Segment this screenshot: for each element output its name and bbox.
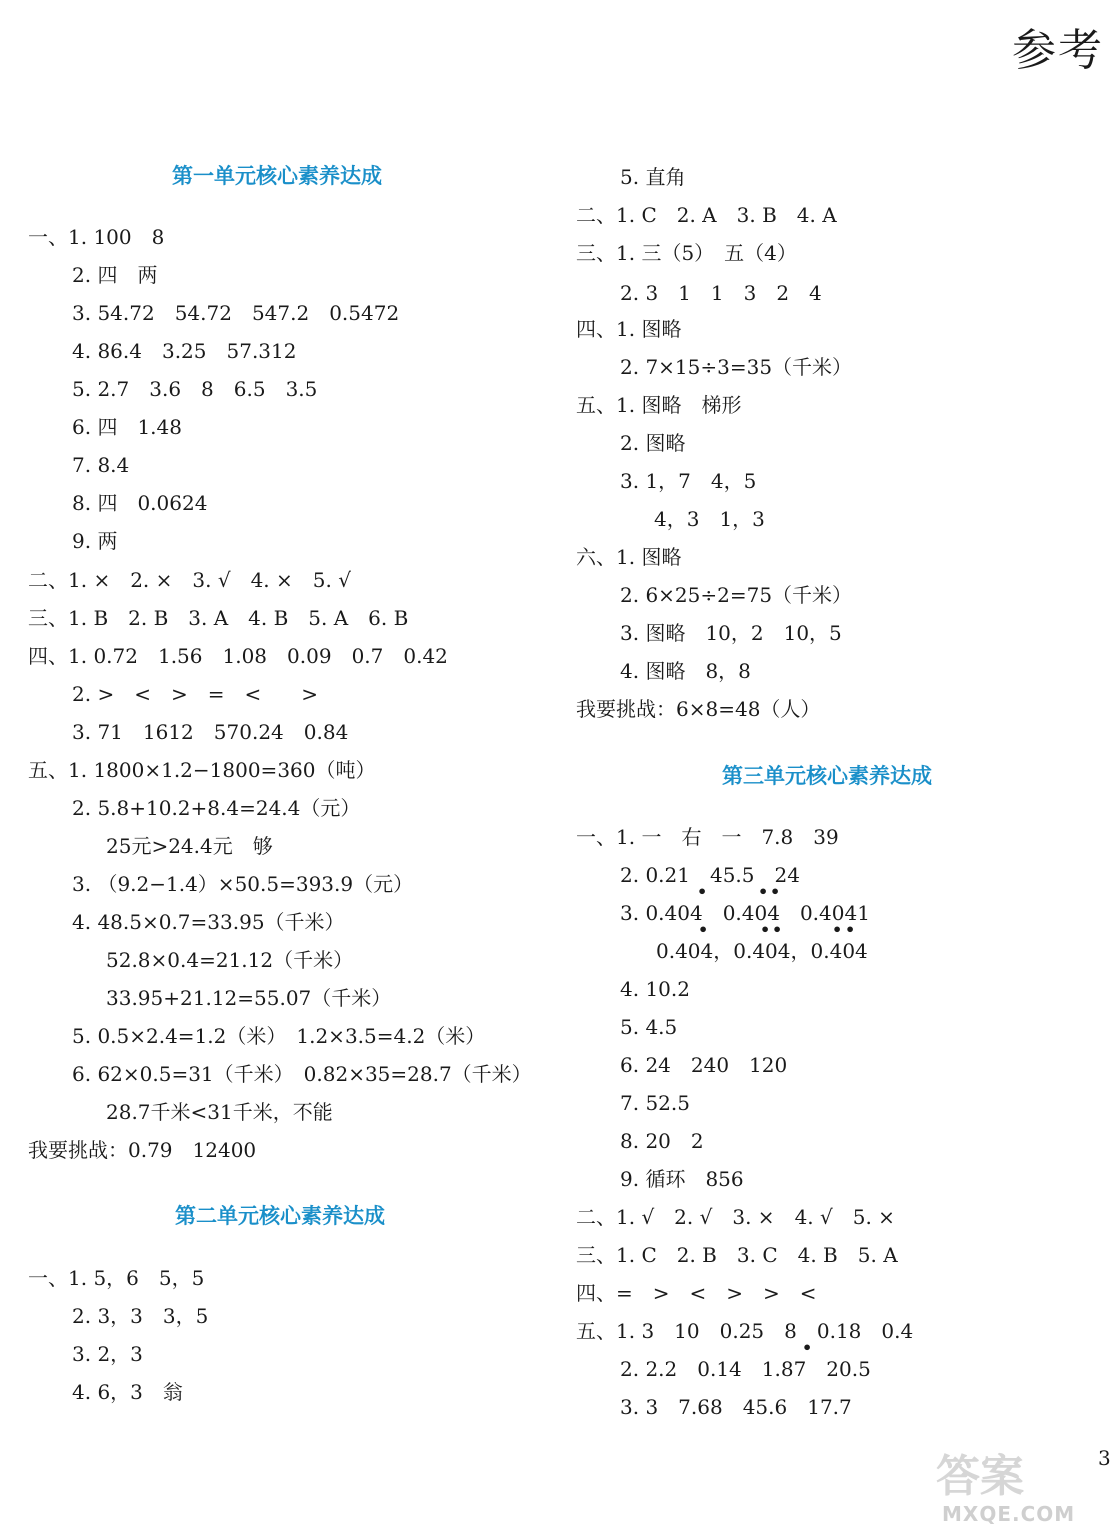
answer-line: 7. 52.5 — [620, 1091, 690, 1115]
answer-line: 0.404，0.404，0.404 — [656, 939, 868, 963]
answer-line: 6. 四 1.48 — [72, 415, 182, 439]
answer-line: 4. 48.5×0.7=33.95（千米） — [72, 910, 345, 934]
unit2-title: 第二单元核心素养达成 — [175, 1204, 385, 1228]
answer-line: 我要挑战：6×8=48（人） — [576, 697, 821, 721]
answer-line: 六、1. 图略 — [576, 545, 682, 569]
unit1-title: 第一单元核心素养达成 — [172, 164, 382, 188]
answer-line: 3. 54.72 54.72 547.2 0.5472 — [72, 301, 400, 325]
page-number: 3 — [1098, 1446, 1111, 1470]
repeat-dot: • — [770, 882, 781, 901]
answer-line: 3. 0.404 0.404 0.4041 — [620, 901, 870, 925]
answer-line: 2. 图略 — [620, 431, 686, 455]
answer-line: 4. 86.4 3.25 57.312 — [72, 339, 297, 363]
answer-line: 3. （9.2−1.4）×50.5=393.9（元） — [72, 872, 414, 896]
answer-line: 二、1. C 2. A 3. B 4. A — [576, 203, 837, 227]
answer-line: 四、1. 图略 — [576, 317, 682, 341]
answer-line: 28.7千米<31千米，不能 — [106, 1100, 333, 1124]
watermark-text: 答案 — [936, 1451, 1024, 1502]
page-heading: 参考 — [1012, 25, 1104, 76]
answer-line: 5. 2.7 3.6 8 6.5 3.5 — [72, 377, 318, 401]
answer-line: 五、1. 图略 梯形 — [576, 393, 742, 417]
answer-line: 5. 直角 — [620, 165, 686, 189]
repeat-dot: • — [697, 882, 708, 901]
answer-line: 一、1. 一 右 一 7.8 39 — [576, 825, 839, 849]
answer-line: 4. 10.2 — [620, 977, 690, 1001]
answer-line: 二、1. × 2. × 3. √ 4. × 5. √ — [28, 568, 351, 592]
answer-line: 2. > < > = < > — [72, 682, 318, 706]
answer-line: 2. 3 1 1 3 2 4 — [620, 281, 822, 305]
answer-line: 25元>24.4元 够 — [106, 834, 273, 858]
answer-line: 五、1. 1800×1.2−1800=360（吨） — [28, 758, 376, 782]
answer-line: 7. 8.4 — [72, 453, 130, 477]
answer-line: 2. 5.8+10.2+8.4=24.4（元） — [72, 796, 361, 820]
answer-line: 3. 图略 10，2 10，5 — [620, 621, 842, 645]
answer-line: 一、1. 100 8 — [28, 225, 165, 249]
answer-line: 4. 图略 8，8 — [620, 659, 751, 683]
answer-line: 3. 3 7.68 45.6 17.7 — [620, 1395, 852, 1419]
answer-line: 3. 2，3 — [72, 1342, 143, 1366]
answer-line: 52.8×0.4=21.12（千米） — [106, 948, 354, 972]
repeat-dot: • — [832, 920, 843, 939]
answer-line: 3. 1，7 4，5 — [620, 469, 757, 493]
answer-line: 2. 6×25÷2=75（千米） — [620, 583, 853, 607]
answer-line: 9. 循环 856 — [620, 1167, 744, 1191]
answer-line: 四、= > < > > < — [576, 1281, 817, 1305]
answer-line: 5. 0.5×2.4=1.2（米） 1.2×3.5=4.2（米） — [72, 1024, 486, 1048]
repeat-dot: • — [698, 920, 709, 939]
answer-line: 2. 四 两 — [72, 263, 158, 287]
answer-line: 我要挑战：0.79 12400 — [28, 1138, 257, 1162]
repeat-dot: • — [802, 1338, 813, 1357]
watermark-url: MXQE.COM — [942, 1502, 1076, 1526]
answer-line: 三、1. C 2. B 3. C 4. B 5. A — [576, 1243, 898, 1267]
answer-line: 2. 0.21 45.5 24 — [620, 863, 800, 887]
answer-line: 2. 7×15÷3=35（千米） — [620, 355, 853, 379]
answer-line: 三、1. 三（5） 五（4） — [576, 241, 797, 265]
answer-line: 6. 24 240 120 — [620, 1053, 788, 1077]
watermark-logo — [936, 1440, 1096, 1530]
answer-line: 4. 6，3 翁 — [72, 1380, 183, 1404]
repeat-dot: • — [758, 882, 769, 901]
answer-line: 9. 两 — [72, 529, 118, 553]
answer-line: 5. 4.5 — [620, 1015, 678, 1039]
unit3-title: 第三单元核心素养达成 — [722, 764, 932, 788]
answer-line: 2. 2.2 0.14 1.87 20.5 — [620, 1357, 871, 1381]
answer-line: 33.95+21.12=55.07（千米） — [106, 986, 392, 1010]
repeat-dot: • — [772, 920, 783, 939]
answer-line: 一、1. 5，6 5，5 — [28, 1266, 205, 1290]
answer-line: 8. 四 0.0624 — [72, 491, 208, 515]
repeat-dot: • — [760, 920, 771, 939]
answer-line: 2. 3，3 3，5 — [72, 1304, 209, 1328]
answer-line: 6. 62×0.5=31（千米） 0.82×35=28.7（千米） — [72, 1062, 532, 1086]
answer-line: 8. 20 2 — [620, 1129, 704, 1153]
answer-line: 三、1. B 2. B 3. A 4. B 5. A 6. B — [28, 606, 409, 630]
answer-line: 四、1. 0.72 1.56 1.08 0.09 0.7 0.42 — [28, 644, 448, 668]
repeat-dot: • — [845, 920, 856, 939]
answer-line: 五、1. 3 10 0.25 8 0.18 0.4 — [576, 1319, 914, 1343]
answer-line: 二、1. √ 2. √ 3. × 4. √ 5. × — [576, 1205, 895, 1229]
answer-line: 3. 71 1612 570.24 0.84 — [72, 720, 349, 744]
answer-line: 4，3 1，3 — [654, 507, 765, 531]
